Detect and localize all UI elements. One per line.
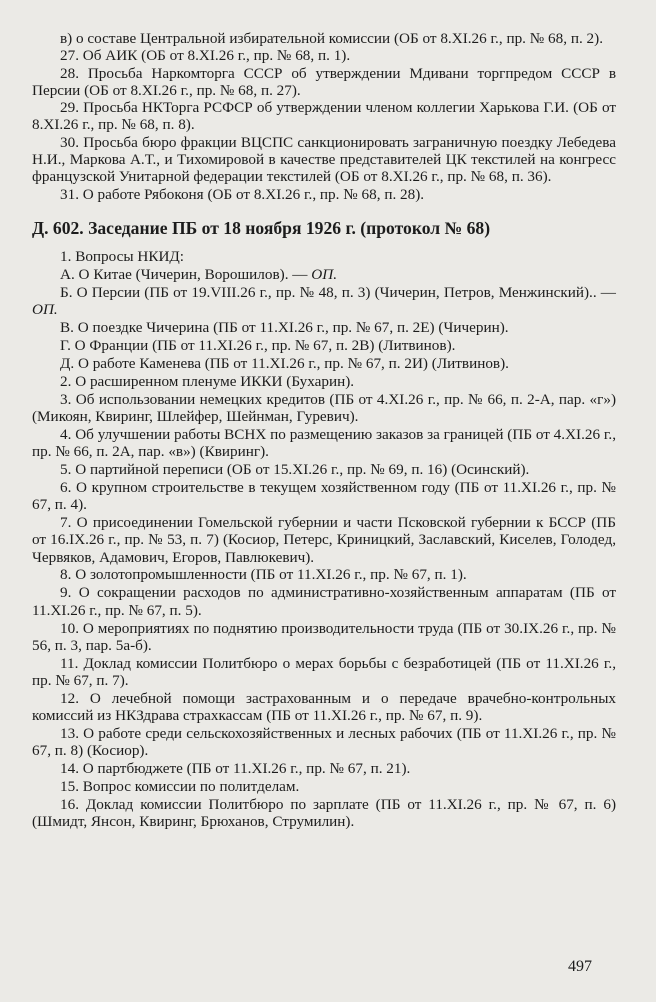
paragraph: 3. Об использовании немецких кредитов (ПБ от 4.XI.26 г., пр. № 66, п. 2-А, пар. «г») (Микоян, Квиринг, Шлейфер, Шейнман, Гуревич). <box>32 390 616 425</box>
paragraph: 27. Об АИК (ОБ от 8.XI.26 г., пр. № 68, п. 1). <box>60 47 351 65</box>
paragraph: 31. О работе Рябоконя (ОБ от 8.XI.26 г., пр. № 68, п. 28). <box>60 185 425 203</box>
paragraph: Д. О работе Каменева (ПБ от 11.XI.26 г., пр. № 67, п. 2И) (Литвинов). <box>60 354 509 372</box>
paragraph: 9. О сокращении расходов по административно-хозяйственным аппаратам (ПБ от 11.XI.26 г., пр. № 67, п. 5). <box>32 584 616 619</box>
section-heading: Д. 602. Заседание ПБ от 18 ноября 1926 г. (протокол № 68) <box>32 217 491 238</box>
paragraph: 15. Вопрос комиссии по политделам. <box>60 778 300 796</box>
paragraph <box>32 266 616 283</box>
paragraph-text: А. О Китае (Чичерин, Ворошилов). — <box>60 265 312 283</box>
paragraph: Г. О Франции (ПБ от 11.XI.26 г., пр. № 67, п. 2В) (Литвинов). <box>60 336 456 354</box>
paragraph: 13. О работе среди сельскохозяйственных и лесных рабочих (ПБ от 11.XI.26 г., пр. № 67, п. 8) (Косиор). <box>32 725 616 760</box>
paragraph: 2. О расширенном пленуме ИККИ (Бухарин). <box>60 372 355 390</box>
paragraph: 29. Просьба НКТорга РСФСР об утверждении членом коллегии Харькова Г.И. (ОБ от 8.XI.26 г., пр. № 68, п. 8). <box>32 99 616 134</box>
op-mark: ОП. <box>311 265 338 283</box>
page-number: 497 <box>568 958 592 975</box>
previous-protocol-items <box>32 30 616 203</box>
document-page <box>32 30 616 831</box>
paragraph: 12. О лечебной помощи застрахованным и о передаче врачебно-контрольных комиссий из НКЗдрава страхкассам (ПБ от 11.XI.26 г., пр. № 67, п. 9). <box>32 689 616 725</box>
agenda-items <box>32 248 616 831</box>
paragraph: В. О поездке Чичерина (ПБ от 11.XI.26 г., пр. № 67, п. 2Е) (Чичерин). <box>60 318 509 336</box>
paragraph: в) о составе Центральной избирательной комиссии (ОБ от 8.XI.26 г., пр. № 68, п. 2). <box>60 30 603 47</box>
paragraph: 11. Доклад комиссии Политбюро о мерах борьбы с безработицей (ПБ от 11.XI.26 г., пр. № 67, п. 7). <box>32 654 616 689</box>
paragraph <box>32 284 616 319</box>
paragraph: 10. О мероприятиях по поднятию производительности труда (ПБ от 30.IX.26 г., пр. № 56, п. 3, пар. 5а-б). <box>32 619 616 654</box>
paragraph: 16. Доклад комиссии Политбюро по зарплате (ПБ от 11.XI.26 г., пр. № 67, п. 6) (Шмидт, Янсон, Квиринг, Брюханов, Струмилин). <box>32 796 616 831</box>
paragraph: 1. Вопросы НКИД: <box>60 247 184 265</box>
paragraph: 5. О партийной переписи (ОБ от 15.XI.26 г., пр. № 69, п. 16) (Осинский). <box>60 460 530 478</box>
paragraph: 14. О партбюджете (ПБ от 11.XI.26 г., пр. № 67, п. 21). <box>60 760 411 778</box>
paragraph: 28. Просьба Наркомторга СССР об утверждении Мдивани торгпредом СССР в Персии (ОБ от 8.XI.26 г., пр. № 68, п. 27). <box>32 64 616 99</box>
paragraph: 4. Об улучшении работы ВСНХ по размещению заказов за границей (ПБ от 4.XI.26 г., пр. № 66, п. 2А, пар. «в») (Квиринг). <box>32 425 616 460</box>
paragraph: 6. О крупном строительстве в текущем хозяйственном году (ПБ от 11.XI.26 г., пр. № 67, п. 4). <box>32 478 616 514</box>
op-mark: ОП. <box>32 301 58 319</box>
paragraph: 30. Просьба бюро фракции ВЦСПС санкционировать заграничную поездку Лебедева Н.И., Маркова А.Т., и Тихомировой в качестве представителей ЦК текстилей на конгресс французской Унитарной федерации текстилей (ОБ от 8.XI.26 г., пр. № 68, п. 36). <box>32 133 616 186</box>
paragraph: 8. О золотопромышленности (ПБ от 11.XI.26 г., пр. № 67, п. 1). <box>60 566 467 584</box>
paragraph: 7. О присоединении Гомельской губернии и части Псковской губернии к БССР (ПБ от 16.IX.26 г., пр. № 53, п. 7) (Косиор, Петерс, Криницкий, Заславский, Киселев, Голодед, Червяков, Адамович, Егоров, Павлюкевич). <box>32 513 616 566</box>
paragraph-text: Б. О Персии (ПБ от 19.VIII.26 г., пр. № 48, п. 3) (Чичерин, Петров, Менжинский).. — <box>60 283 616 301</box>
